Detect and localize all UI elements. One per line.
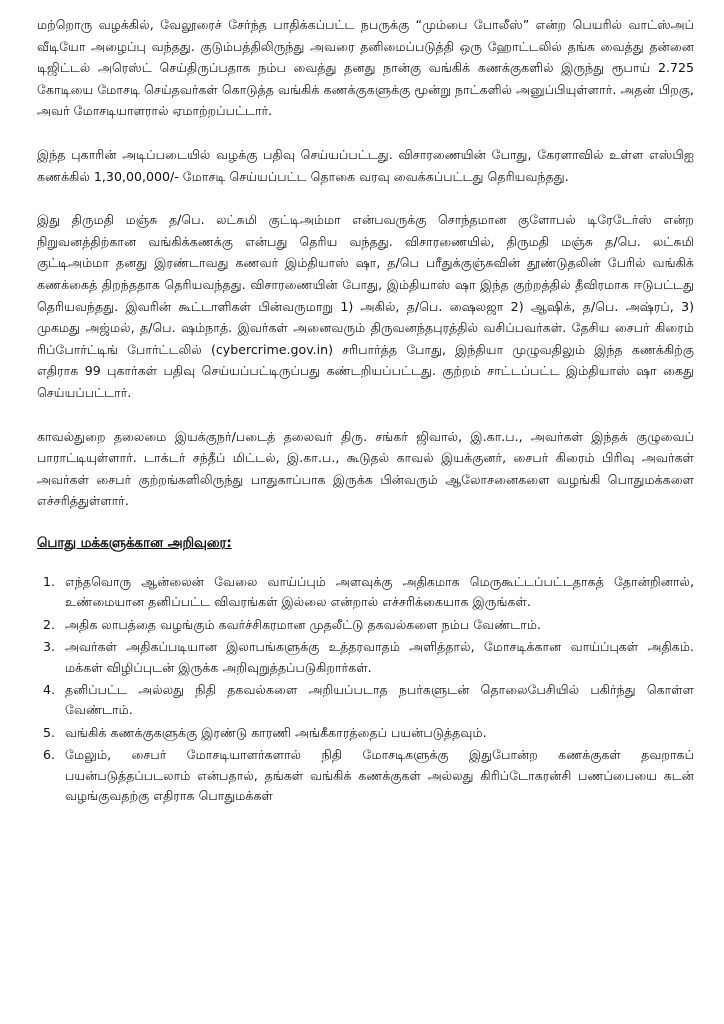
list-item-number: 5. [43,724,56,740]
paragraph-complaint-basis: இந்த புகாரின் அடிப்படையில் வழக்கு பதிவு செய்யப்பட்டது. விசாரணையின் போது, கேரளாவில் உள்ள எஸ்பிஐ கணக்கில் 1,30,00,000/- மோசடி செய்யப்பட்ட தொகை வரவு வைக்கப்பட்டது தெரியவந்தது. [37,146,694,184]
list-item-text: மேலும், சைபர் மோசடியாளர்களால் நிதி மோசடிகளுக்கு இதுபோன்ற கணக்குகள் தவறாகப் பயன்படுத்தப்படலாம் என்பதால், தங்கள் வங்கிக் கணக்குகள் அல்லது கிரிப்டோகரன்சி பணப்பையை கடன் வழங்குவதற்கு எதிராக பொதுமக்கள் [65,747,694,803]
list-item [37,745,694,806]
list-item [37,637,694,678]
advice-list [37,572,694,806]
list-item-text: வங்கிக் கணக்குகளுக்கு இரண்டு காரணி அங்கீகாரத்தைப் பயன்படுத்தவும். [65,724,487,740]
list-item-number: 2. [43,616,56,632]
list-item-text: எந்தவொரு ஆன்லைன் வேலை வாய்ப்பும் அளவுக்கு அதிகமாக மெருகூட்டப்பட்டதாகத் தோன்றினால், உண்மையான தனிப்பட்ட விவரங்கள் இல்லை என்றால் எச்சரிக்கையாக இருங்கள். [65,573,694,610]
list-item [37,615,694,635]
list-item-number: 4. [43,681,56,697]
paragraph-investigation: இது திருமதி மஞ்சு த/பெ. லட்சுமி குட்டிஅம்மா என்பவருக்கு சொந்தமான குளோபல் டிரேடேர்ஸ் என்ற நிறுவனத்திற்கான வங்கிக்கணக்கு என்பது தெரிய வந்தது. விசாரணையில், திருமதி மஞ்சு த/பெ. லட்சுமி குட்டிஅம்மா தனது இரண்டாவது கணவர் இம்தியாஸ் ஷா, த/பெ பரீதுக்குஞ்சுவின் தூண்டுதலின் பேரில் வங்கிக் கணக்கைத் திறந்ததாக தெரியவந்தது. விசாரணையின் போது, இம்தியாஸ் ஷா இந்த குற்றத்தில் தீவிரமாக ஈடுபட்டது தெரியவந்தது. இவரின் கூட்டாளிகள் பின்வருமாறு 1) அகில், த/பெ. ஷைலஜா 2) ஆஷிக், த/பெ. அஷ்ரப், 3) முகமது அஜ்மல், த/பெ. ஷம்நாத். இவர்கள் அனைவரும் திருவனந்தபுரத்தில் வசிப்பவர்கள். தேசிய சைபர் கிரைம் ரிப்போர்ட்டிங் போர்ட்டலில் (cybercrime.gov.in) சரிபார்த்த போது, இந்தியா முழுவதிலும் இந்த கணக்கிற்கு எதிராக 99 புகார்கள் பதிவு செய்யப்பட்டிருப்பது கண்டறியப்பட்டது. குற்றம் சாட்டப்பட்ட இம்தியாஸ் ஷா கைது செய்யப்பட்டார். [37,212,694,400]
paragraph-case-vellore: மற்றொரு வழக்கில், வேலூரைச் சேர்ந்த பாதிக்கப்பட்ட நபருக்கு “மும்பை போலீஸ்” என்ற பெயரில் வாட்ஸ்அப் வீடியோ அழைப்பு வந்தது. குடும்பத்திலிருந்து அவரை தனிமைப்படுத்தி ஒரு ஹோட்டலில் தங்க வைத்து தன்னை டிஜிட்டல் அரெஸ்ட் செய்திருப்பதாக நம்ப வைத்து தனது நான்கு வங்கிக் கணக்குகளில் இருந்து ரூபாய் 2.725 கோடியை மோசடி செய்தவர்கள் கொடுத்த வங்கிக் கணக்குகளுக்கு மூன்று நாட்களில் அனுப்பியுள்ளார். அதன் பிறகு, அவர் மோசடியாளரால் ஏமாற்றப்பட்டார். [37,17,694,119]
list-item-text: அவர்கள் அதிகப்படியான இலாபங்களுக்கு உத்தரவாதம் அளித்தால், மோசடிக்கான வாய்ப்புகள் அதிகம். மக்கள் விழிப்புடன் இருக்க அறிவுறுத்தப்படுகிறார்கள். [65,639,694,675]
list-item [37,723,694,743]
list-item [37,572,694,613]
paragraph-dgp-appreciation: காவல்துறை தலைமை இயக்குநர்/படைத் தலைவர் திரு. சங்கர் ஜிவால், இ.கா.ப., அவர்கள் இந்தக் குழுவைப் பாராட்டியுள்ளார். டாக்டர் சந்தீப் மிட்டல், இ.கா.ப., கூடுதல் காவல் இயக்குனர், சைபர் கிரைம் பிரிவு அவர்கள் அவர்கள் சைபர் குற்றங்களிலிருந்து பாதுகாப்பாக இருக்க பின்வரும் ஆலோசனைகளை வழங்கி பொதுமக்களை எச்சரித்துள்ளார். [37,428,694,509]
list-item-text: தனிப்பட்ட அல்லது நிதி தகவல்களை அறியப்படாத நபர்களுடன் தொலைபேசியில் பகிர்ந்து கொள்ள வேண்டாம். [65,681,694,718]
list-item-number: 1. [43,573,56,589]
list-item-number: 3. [43,639,56,655]
advice-heading: பொது மக்களுக்கான அறிவுரை: [37,535,232,551]
list-item-text: அதிக லாபத்தை வழங்கும் கவர்ச்சிகரமான முதலீட்டு தகவல்களை நம்ப வேண்டாம். [65,616,541,632]
list-item [37,680,694,721]
list-item-number: 6. [43,747,56,763]
